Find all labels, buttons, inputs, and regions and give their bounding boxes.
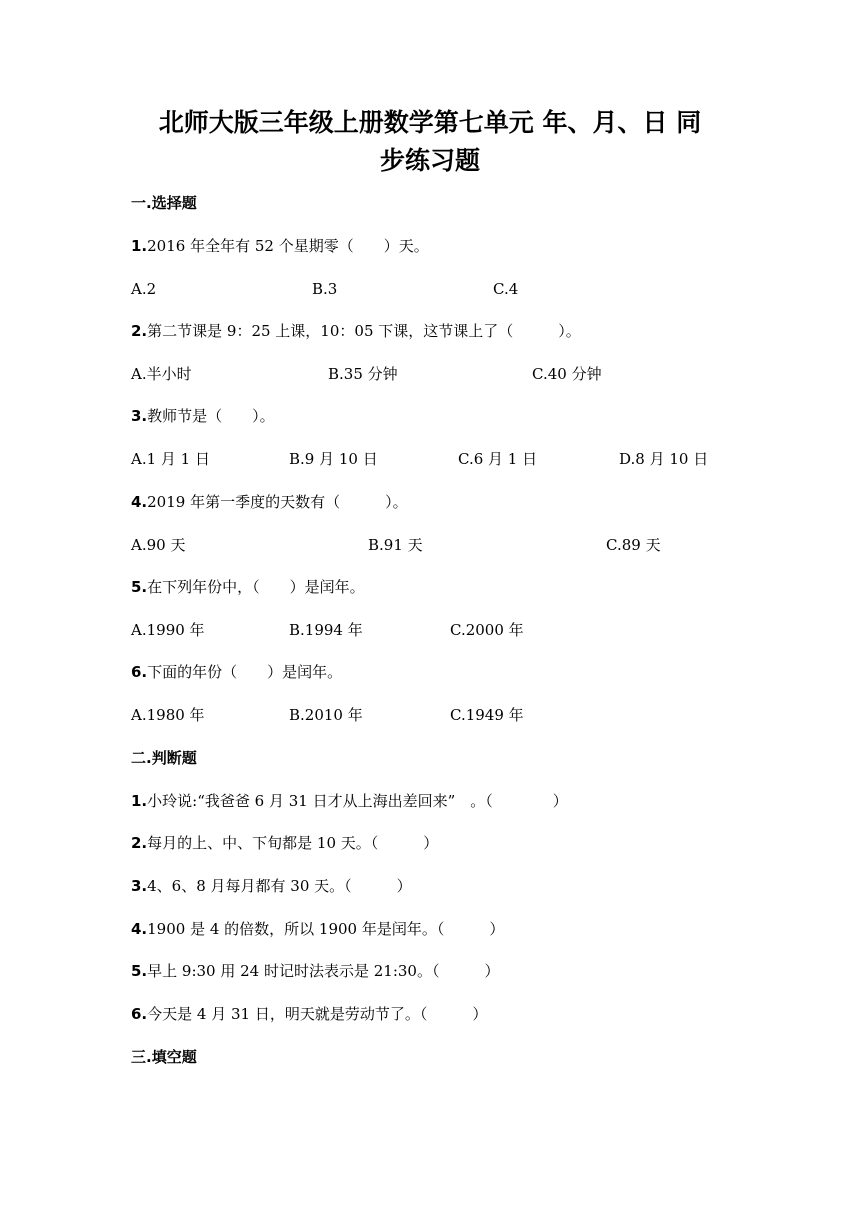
title-line-2: 步练习题 xyxy=(379,146,480,175)
choice-question-2 xyxy=(131,321,581,341)
question-text: 下面的年份（ ）是闰年。 xyxy=(147,663,343,681)
option-c: C.6 月 1 日 xyxy=(458,450,538,468)
option-c: C.40 分钟 xyxy=(532,365,602,383)
question-text: 1900 是 4 的倍数，所以 1900 年是闰年。（ ） xyxy=(147,920,505,938)
question-text: 第二节课是 9：25 上课，10：05 下课，这节课上了（ ）。 xyxy=(147,322,581,340)
question-text: 今天是 4 月 31 日，明天就是劳动节了。（ ） xyxy=(147,1005,488,1023)
question-number: 5. xyxy=(131,962,148,980)
option-a: A.1 月 1 日 xyxy=(131,450,210,468)
question-text: 每月的上、中、下旬都是 10 天。（ ） xyxy=(147,834,439,852)
option-b: B.3 xyxy=(312,280,338,298)
question-text: 小玲说:“我爸爸 6 月 31 日才从上海出差回来” 。（ ） xyxy=(147,792,568,810)
question-text: 2016 年全年有 52 个星期零（ ）天。 xyxy=(147,237,429,255)
title-line-1: 北师大版三年级上册数学第七单元 年、月、日 同 xyxy=(158,108,702,137)
question-text: 教师节是（ ）。 xyxy=(147,407,275,425)
choice-options-1 xyxy=(131,279,860,299)
question-number: 1. xyxy=(131,792,148,810)
option-a: A.1980 年 xyxy=(131,706,205,724)
question-number: 3. xyxy=(131,877,148,895)
section-heading-fill-in: 三.填空题 xyxy=(131,1048,197,1066)
question-number: 6. xyxy=(131,663,148,681)
option-a: A.2 xyxy=(131,280,157,298)
choice-options-6 xyxy=(131,705,860,725)
choice-options-5 xyxy=(131,620,860,640)
option-b: B.91 天 xyxy=(368,536,423,554)
option-a: A.90 天 xyxy=(131,536,186,554)
option-b: B.35 分钟 xyxy=(328,365,398,383)
judgement-question-5 xyxy=(131,961,499,981)
judgement-question-4 xyxy=(131,919,504,939)
judgement-question-3 xyxy=(131,876,412,896)
judgement-question-2 xyxy=(131,833,438,853)
question-number: 4. xyxy=(131,493,148,511)
question-number: 1. xyxy=(131,237,148,255)
question-number: 2. xyxy=(131,834,148,852)
option-b: B.9 月 10 日 xyxy=(289,450,378,468)
option-c: C.89 天 xyxy=(606,536,661,554)
choice-options-2 xyxy=(131,364,860,384)
question-number: 5. xyxy=(131,578,148,596)
worksheet-title xyxy=(120,104,740,180)
option-b: B.2010 年 xyxy=(289,706,363,724)
section-heading-choice: 一.选择题 xyxy=(131,194,197,212)
choice-question-4 xyxy=(131,492,408,512)
question-number: 2. xyxy=(131,322,148,340)
question-number: 6. xyxy=(131,1005,148,1023)
judgement-question-6 xyxy=(131,1004,487,1024)
option-a: A.1990 年 xyxy=(131,621,205,639)
choice-question-5 xyxy=(131,577,365,597)
choice-options-4 xyxy=(131,535,860,555)
option-c: C.2000 年 xyxy=(450,621,524,639)
question-number: 4. xyxy=(131,920,148,938)
question-text: 在下列年份中，（ ）是闰年。 xyxy=(147,578,365,596)
question-number: 3. xyxy=(131,407,148,425)
option-a: A.半小时 xyxy=(131,365,192,383)
option-d: D.8 月 10 日 xyxy=(619,450,709,468)
judgement-question-1 xyxy=(131,791,568,811)
option-c: C.4 xyxy=(493,280,519,298)
option-b: B.1994 年 xyxy=(289,621,363,639)
option-c: C.1949 年 xyxy=(450,706,524,724)
question-text: 早上 9:30 用 24 时记时法表示是 21:30。（ ） xyxy=(147,962,500,980)
section-heading-judgement: 二.判断题 xyxy=(131,749,197,767)
question-text: 4、6、8 月每月都有 30 天。（ ） xyxy=(147,877,412,895)
choice-options-3 xyxy=(131,449,860,469)
choice-question-6 xyxy=(131,662,342,682)
choice-question-3 xyxy=(131,406,275,426)
choice-question-1 xyxy=(131,236,429,256)
question-text: 2019 年第一季度的天数有（ ）。 xyxy=(147,493,408,511)
